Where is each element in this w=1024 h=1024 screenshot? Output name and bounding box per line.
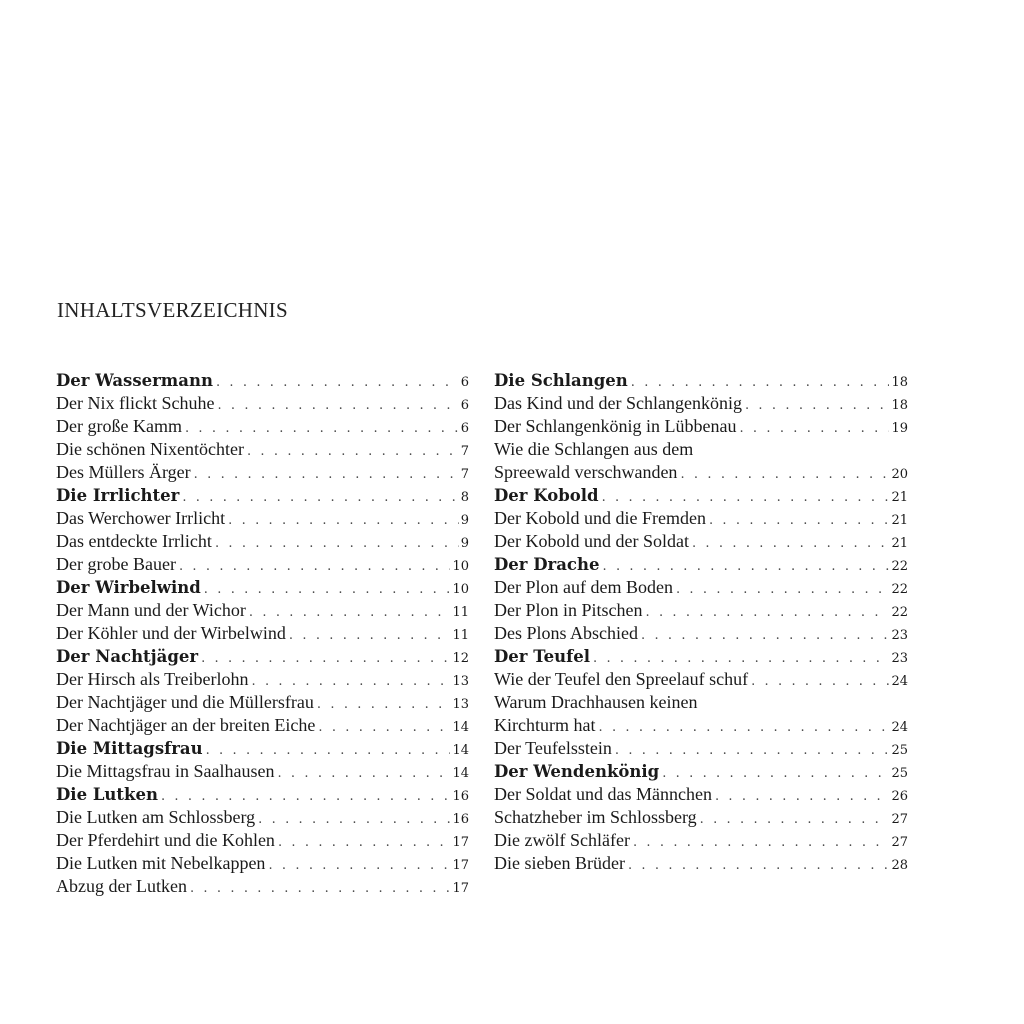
toc-entry-title: Des Plons Abschied [494, 623, 638, 643]
dot-leader [715, 785, 890, 808]
toc-entry-title: Der Nachtjäger [56, 647, 199, 666]
toc-entry-page-number: 8 [460, 490, 469, 505]
toc-entry-title: Der Plon auf dem Boden [494, 577, 673, 597]
dot-leader [247, 440, 459, 463]
dot-leader [216, 371, 459, 394]
dot-leader [185, 417, 459, 440]
toc-entry [494, 415, 908, 438]
toc-entry-page-number: 13 [452, 674, 469, 689]
toc-chapter-entry [494, 484, 908, 507]
toc-entry [494, 852, 908, 875]
toc-entry [494, 806, 908, 829]
toc-entry-page-number: 22 [891, 559, 908, 574]
dot-leader [251, 670, 450, 693]
dot-leader [204, 578, 451, 601]
toc-entry-page-number: 16 [452, 789, 469, 804]
toc-entry [494, 691, 908, 714]
toc-entry-title: Der Kobold und die Fremden [494, 508, 706, 528]
toc-entry-title: Spreewald verschwanden [494, 462, 678, 482]
toc-entry [56, 507, 469, 530]
toc-entry-title: Die Mittagsfrau in Saalhausen [56, 761, 275, 781]
toc-entry [56, 553, 469, 576]
dot-leader [646, 601, 890, 624]
toc-entry-title: Der Nachtjäger und die Müllersfrau [56, 692, 314, 712]
toc-entry-title: Die Schlangen [494, 371, 628, 390]
dot-leader [318, 716, 450, 739]
toc-entry-page-number: 18 [891, 375, 908, 390]
toc-entry-title: Der Teufelsstein [494, 738, 612, 758]
dot-leader [676, 578, 889, 601]
toc-chapter-entry [494, 760, 908, 783]
dot-leader [217, 394, 458, 417]
toc-entry-page-number: 9 [460, 536, 469, 551]
toc-entry-title: Kirchturm hat [494, 715, 596, 735]
dot-leader [745, 394, 889, 417]
toc-entry-title: Der Teufel [494, 647, 590, 666]
toc-entry-page-number: 14 [452, 720, 469, 735]
toc-entry-page-number: 17 [452, 835, 469, 850]
toc-entry-page-number: 22 [891, 605, 908, 620]
dot-leader [194, 463, 459, 486]
toc-column-right [494, 369, 908, 875]
toc-entry-title: Die Lutken mit Nebelkappen [56, 853, 266, 873]
toc-column-left [56, 369, 469, 898]
dot-leader [628, 854, 889, 877]
toc-entry-page-number: 20 [891, 467, 908, 482]
dot-leader [278, 831, 451, 854]
toc-entry-title: Die schönen Nixentöchter [56, 439, 244, 459]
toc-entry-page-number: 11 [452, 628, 469, 643]
toc-chapter-entry [494, 645, 908, 668]
toc-chapter-entry [494, 369, 908, 392]
toc-entry [494, 599, 908, 622]
toc-entry [56, 691, 469, 714]
toc-entry-title: Die Lutken [56, 785, 158, 804]
toc-entry [56, 668, 469, 691]
toc-entry-page-number: 7 [460, 467, 469, 482]
toc-entry [494, 737, 908, 760]
dot-leader [206, 739, 451, 762]
toc-entry [494, 507, 908, 530]
toc-entry-page-number: 23 [891, 628, 908, 643]
toc-entry-page-number: 12 [452, 651, 469, 666]
toc-chapter-entry [56, 576, 469, 599]
toc-entry-title: Der Wassermann [56, 371, 213, 390]
toc-entry-title: Der Mann und der Wichor [56, 600, 246, 620]
toc-entry [494, 438, 908, 461]
toc-entry-page-number: 28 [891, 858, 908, 873]
toc-entry [56, 875, 469, 898]
toc-entry-title: Warum Drachhausen keinen [494, 692, 698, 712]
toc-entry [56, 415, 469, 438]
toc-entry-page-number: 16 [452, 812, 469, 827]
toc-entry-page-number: 17 [452, 858, 469, 873]
toc-entry-title: Der Kobold [494, 486, 599, 505]
dot-leader [680, 463, 889, 486]
toc-entry-title: Das entdeckte Irrlicht [56, 531, 212, 551]
toc-entry-page-number: 7 [460, 444, 469, 459]
dot-leader [268, 854, 450, 877]
dot-leader [201, 647, 450, 670]
dot-leader [633, 831, 890, 854]
toc-entry [494, 530, 908, 553]
toc-entry [56, 599, 469, 622]
toc-entry-page-number: 22 [891, 582, 908, 597]
toc-entry-title: Der Soldat und das Männchen [494, 784, 712, 804]
toc-entry-title: Das Kind und der Schlangenkönig [494, 393, 742, 413]
toc-entry-page-number: 11 [452, 605, 469, 620]
toc-entry-page-number: 23 [891, 651, 908, 666]
toc-entry [56, 438, 469, 461]
dot-leader [249, 601, 451, 624]
dot-leader [602, 486, 890, 509]
toc-entry-page-number: 25 [891, 766, 908, 781]
toc-entry-page-number: 9 [460, 513, 469, 528]
toc-entry-title: Der große Kamm [56, 416, 182, 436]
toc-entry-title: Der Drache [494, 555, 600, 574]
toc-entry-page-number: 27 [891, 835, 908, 850]
toc-entry [56, 829, 469, 852]
dot-leader [700, 808, 890, 831]
toc-entry [56, 530, 469, 553]
dot-leader [641, 624, 889, 647]
toc-chapter-entry [56, 737, 469, 760]
toc-entry-title: Schatzheber im Schlossberg [494, 807, 697, 827]
toc-entry-title: Der Nix flickt Schuhe [56, 393, 215, 413]
dot-leader [215, 532, 459, 555]
dot-leader [631, 371, 890, 394]
toc-entry-page-number: 14 [452, 743, 469, 758]
toc-entry-page-number: 26 [891, 789, 908, 804]
toc-entry [494, 714, 908, 737]
toc-entry-title: Die Mittagsfrau [56, 739, 203, 758]
toc-entry-page-number: 21 [891, 490, 908, 505]
toc-entry [494, 461, 908, 484]
dot-leader [602, 555, 889, 578]
toc-entry-title: Wie der Teufel den Spreelauf schuf [494, 669, 749, 689]
toc-chapter-entry [494, 553, 908, 576]
dot-leader [692, 532, 889, 555]
toc-entry-title: Der Hirsch als Treiberlohn [56, 669, 249, 689]
toc-entry [56, 852, 469, 875]
toc-entry-page-number: 27 [891, 812, 908, 827]
toc-entry-page-number: 14 [452, 766, 469, 781]
dot-leader [179, 555, 451, 578]
toc-entry-page-number: 6 [460, 398, 469, 413]
toc-entry [56, 760, 469, 783]
dot-leader [228, 509, 459, 532]
toc-chapter-entry [56, 484, 469, 507]
toc-entry-title: Die Irrlichter [56, 486, 180, 505]
dot-leader [289, 624, 451, 647]
toc-entry-title: Der grobe Bauer [56, 554, 176, 574]
toc-entry-title: Der Plon in Pitschen [494, 600, 643, 620]
toc-entry [494, 392, 908, 415]
toc-entry-page-number: 10 [452, 582, 469, 597]
toc-entry-page-number: 21 [891, 536, 908, 551]
dot-leader [662, 762, 889, 785]
toc-chapter-entry [56, 645, 469, 668]
dot-leader [277, 762, 450, 785]
toc-entry [56, 622, 469, 645]
toc-entry-page-number: 6 [460, 375, 469, 390]
toc-entry-title: Der Kobold und der Soldat [494, 531, 689, 551]
toc-entry-page-number: 13 [452, 697, 469, 712]
toc-entry-title: Des Müllers Ärger [56, 462, 191, 482]
toc-entry [494, 829, 908, 852]
toc-entry-page-number: 18 [891, 398, 908, 413]
toc-entry-page-number: 19 [891, 421, 908, 436]
toc-entry-page-number: 10 [452, 559, 469, 574]
toc-entry [56, 461, 469, 484]
dot-leader [190, 877, 450, 900]
dot-leader [615, 739, 890, 762]
dot-leader [598, 716, 889, 739]
toc-entry [494, 783, 908, 806]
toc-entry-title: Das Werchower Irrlicht [56, 508, 226, 528]
toc-entry-title: Der Wendenkönig [494, 762, 660, 781]
toc-entry [494, 622, 908, 645]
toc-entry-title: Die sieben Brüder [494, 853, 625, 873]
toc-entry [56, 714, 469, 737]
toc-entry [56, 806, 469, 829]
toc-entry-title: Der Wirbelwind [56, 578, 201, 597]
toc-entry-page-number: 25 [891, 743, 908, 758]
toc-entry-page-number: 17 [452, 881, 469, 896]
toc-entry-page-number: 24 [891, 720, 908, 735]
page-title: INHALTSVERZEICHNIS [57, 298, 288, 322]
toc-entry-title: Der Schlangenkönig in Lübbenau [494, 416, 737, 436]
toc-entry-title: Abzug der Lutken [56, 876, 187, 896]
dot-leader [751, 670, 889, 693]
toc-entry-title: Der Nachtjäger an der breiten Eiche [56, 715, 316, 735]
toc-entry-title: Wie die Schlangen aus dem [494, 439, 694, 459]
dot-leader [593, 647, 889, 670]
toc-entry-page-number: 24 [891, 674, 908, 689]
toc-entry-title: Die Lutken am Schlossberg [56, 807, 256, 827]
toc-entry-page-number: 21 [891, 513, 908, 528]
toc-entry-page-number: 6 [460, 421, 469, 436]
toc-entry-title: Der Köhler und der Wirbelwind [56, 623, 286, 643]
dot-leader [317, 693, 451, 716]
toc-entry [56, 392, 469, 415]
dot-leader [709, 509, 889, 532]
toc-entry-title: Die zwölf Schläfer [494, 830, 630, 850]
toc-chapter-entry [56, 783, 469, 806]
dot-leader [161, 785, 450, 808]
toc-entry [494, 668, 908, 691]
toc-chapter-entry [56, 369, 469, 392]
dot-leader [182, 486, 458, 509]
dot-leader [739, 417, 889, 440]
toc-entry [494, 576, 908, 599]
dot-leader [258, 808, 450, 831]
toc-entry-title: Der Pferdehirt und die Kohlen [56, 830, 275, 850]
